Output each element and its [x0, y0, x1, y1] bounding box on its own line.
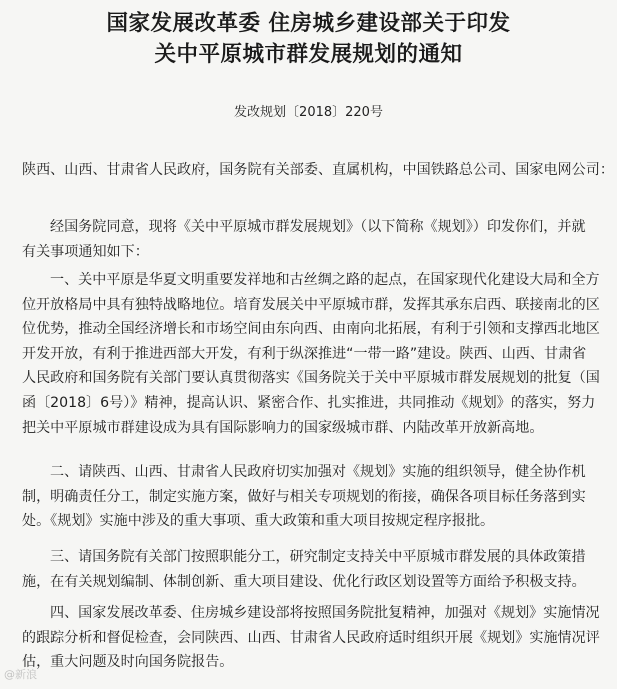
text-line: 四、国家发展改革委、住房城乡建设部将按照国务院批复精神，加强对《规划》实施情况 — [50, 605, 600, 621]
text-line: 位开放格局中具有独特战略地位。培育发展关中平原城市群，发挥其承东启西、联接南北的区 — [22, 296, 600, 313]
paragraph-intro — [22, 215, 600, 264]
text-line: 估，重大问题及时向国务院报告。 — [22, 654, 234, 671]
text-line: 制，明确责任分工，制定实施方案，做好与相关专项规划的衔接，确保各项目标任务落到实 — [22, 488, 586, 505]
text-line: 经国务院同意，现将《关中平原城市群发展规划》（以下简称《规划》）印发你们，并就 — [50, 219, 586, 235]
text-line: 二、请陕西、山西、甘肃省人民政府切实加强对《规划》实施的组织领导，健全协作机 — [50, 464, 586, 480]
document-number: 发改规划〔2018〕220号 — [234, 105, 383, 120]
text-line: 开发开放，有利于推进西部大开发，有利于纵深推进“一带一路”建设。陕西、山西、甘肃省 — [22, 345, 587, 362]
document-title-line-2: 关中平原城市群发展规划的通知 — [154, 42, 463, 67]
text-line: 函〔2018〕6号）》精神，提高认识、紧密合作、扎实推进，共同推动《规划》的落实，努力 — [22, 394, 596, 411]
text-line: 施，在有关规划编制、体制创新、重大项目建设、优化行政区划设置等方面给予积极支持。 — [22, 573, 586, 590]
text-line: 把关中平原城市群建设成为具有国际影响力的国家级城市群、内陆改革开放新高地。 — [22, 419, 544, 436]
paragraph-three — [22, 545, 600, 594]
text-line: 人民政府和国务院有关部门要认真贯彻落实《国务院关于关中平原城市群发展规划的批复（国 — [22, 370, 600, 387]
text-line: 三、请国务院有关部门按照职能分工，研究制定支持关中平原城市群发展的具体政策措 — [50, 549, 586, 565]
text-line: 一、关中平原是华夏文明重要发祥地和古丝绸之路的起点，在国家现代化建设大局和全方 — [50, 272, 600, 288]
text-line: 的跟踪分析和督促检查，会同陕西、山西、甘肃省人民政府适时组织开展《规划》实施情况评 — [22, 629, 600, 646]
paragraph-one — [22, 268, 600, 440]
text-line: 有关事项通知如下： — [22, 243, 149, 260]
paragraph-two — [22, 460, 600, 534]
text-line: 处。《规划》实施中涉及的重大事项、重大政策和重大项目按规定程序报批。 — [22, 513, 495, 530]
addressee-line: 陕西、山西、甘肃省人民政府，国务院有关部委、直属机构，中国铁路总公司、国家电网公司： — [22, 162, 614, 178]
paragraph-four — [22, 601, 600, 675]
watermark: @新浪 — [4, 668, 37, 681]
document-title-line-1: 国家发展改革委 住房城乡建设部关于印发 — [106, 11, 511, 36]
addressee — [22, 158, 614, 183]
text-line: 位优势，推动全国经济增长和市场空间由东向西、由南向北拓展，有利于引领和支撑西北地区 — [22, 321, 600, 338]
